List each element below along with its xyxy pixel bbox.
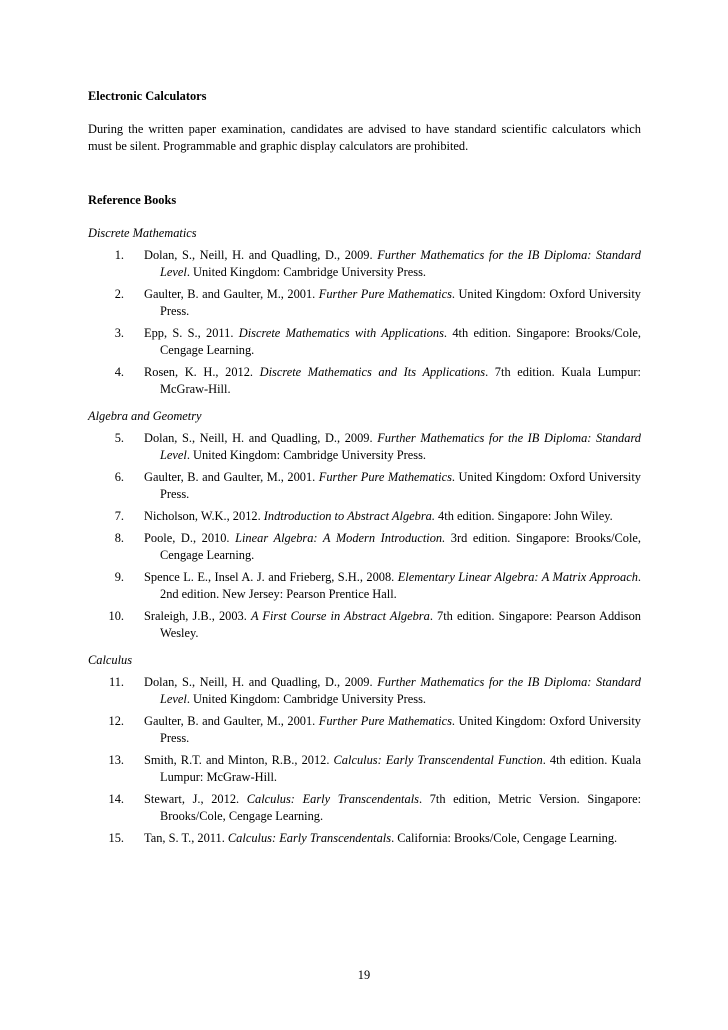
citation-title: A First Course in Abstract Algebra [250,609,430,623]
citation-authors: Sraleigh, J.B., 2003. [144,609,251,623]
reference-citation [144,530,641,564]
section-title: Calculus [88,653,133,667]
reference-number: 1. [114,248,124,262]
citation-title: Further Pure Mathematics [318,470,452,484]
page-content [88,88,641,852]
reference-number: 14. [108,792,124,806]
citation-publisher: . 2nd edition. New Jersey: Pearson Prentice Hall. [160,570,641,601]
reference-citation [144,713,641,747]
reference-number: 15. [108,831,124,845]
reference-number: 10. [108,609,124,623]
citation-authors: Dolan, S., Neill, H. and Quadling, D., 2009. [144,675,378,689]
citation-publisher: . 4th edition. Singapore: Brooks/Cole, Cengage Learning. [160,326,641,357]
reference-citation [144,569,641,603]
citation-publisher: . United Kingdom: Oxford University Press. [160,470,641,501]
citation-publisher: . 7th edition, Metric Version. Singapore: Brooks/Cole, Cengage Learning. [160,792,642,823]
reference-item [88,508,641,525]
citation-title: Discrete Mathematics with Applications [238,326,444,340]
page-number: 19 [357,968,371,982]
citation-authors: Gaulter, B. and Gaulter, M., 2001. [144,287,319,301]
citation-title: Further Mathematics for the IB Diploma: Standard Level [160,248,641,279]
citation-authors: Dolan, S., Neill, H. and Quadling, D., 2009. [144,248,378,262]
reference-citation [144,608,641,642]
reference-citation [144,752,641,786]
citation-title: Further Mathematics for the IB Diploma: Standard Level [160,431,641,462]
reference-number: 3. [114,326,124,340]
calculators-paragraph: During the written paper examination, candidates are advised to have standard scientific calculators which must be silent. Programmable and graphic display calculators are prohibited. [88,122,641,153]
citation-publisher: . United Kingdom: Cambridge University Press. [186,265,427,279]
reference-number: 6. [114,470,124,484]
citation-title: Further Pure Mathematics [318,714,452,728]
reference-section [88,225,641,398]
reference-list [88,430,641,642]
reference-citation [144,364,641,398]
reference-number: 7. [114,509,124,523]
reference-item [88,325,641,359]
citation-title: Calculus: Early Transcendental Function [333,753,543,767]
reference-number: 5. [114,431,124,445]
reference-citation [144,286,641,320]
reference-books-heading: Reference Books [88,193,177,207]
citation-authors: Dolan, S., Neill, H. and Quadling, D., 2009. [144,431,378,445]
citation-title: Indtroduction to Abstract Algebra. [263,509,435,523]
reference-number: 12. [108,714,124,728]
citation-title: Linear Algebra: A Modern Introduction. [235,531,446,545]
reference-item [88,752,641,786]
citation-publisher: . 7th edition. Kuala Lumpur: McGraw-Hill. [160,365,641,396]
reference-number: 9. [114,570,124,584]
citation-publisher: . United Kingdom: Oxford University Press. [160,714,641,745]
citation-title: Calculus: Early Transcendentals [246,792,419,806]
section-title: Algebra and Geometry [88,409,202,423]
citation-title: Calculus: Early Transcendentals [227,831,392,845]
reference-item [88,674,641,708]
reference-number: 13. [108,753,124,767]
citation-title: Further Mathematics for the IB Diploma: Standard Level [160,675,641,706]
citation-publisher: 4th edition. Singapore: John Wiley. [434,509,613,523]
reference-item [88,713,641,747]
section-title: Discrete Mathematics [88,226,197,240]
citation-authors: Epp, S. S., 2011. [144,326,239,340]
reference-sections [88,225,641,847]
citation-authors: Nicholson, W.K., 2012. [144,509,264,523]
citation-title: Elementary Linear Algebra: A Matrix Approach [397,570,638,584]
reference-citation [144,247,641,281]
citation-publisher: . California: Brooks/Cole, Cengage Learning. [391,831,618,845]
reference-section [88,647,641,847]
citation-authors: Tan, S. T., 2011. [144,831,228,845]
citation-title: Further Pure Mathematics [318,287,452,301]
reference-citation [144,430,641,464]
calculators-heading: Electronic Calculators [88,89,207,103]
reference-item [88,430,641,464]
reference-item [88,286,641,320]
reference-citation [144,791,641,825]
citation-authors: Poole, D., 2010. [144,531,236,545]
citation-authors: Smith, R.T. and Minton, R.B., 2012. [144,753,334,767]
reference-item [88,791,641,825]
citation-publisher: . 7th edition. Singapore: Pearson Addison Wesley. [160,609,642,640]
reference-citation [144,469,641,503]
reference-citation [144,830,641,847]
reference-item [88,364,641,398]
citation-publisher: . United Kingdom: Oxford University Press. [160,287,641,318]
citation-publisher: 3rd edition. Singapore: Brooks/Cole, Cengage Learning. [160,531,641,562]
reference-number: 2. [114,287,124,301]
citation-authors: Rosen, K. H., 2012. [144,365,260,379]
reference-item [88,247,641,281]
citation-authors: Stewart, J., 2012. [144,792,247,806]
reference-item [88,530,641,564]
citation-publisher: . United Kingdom: Cambridge University Press. [186,692,427,706]
reference-item [88,469,641,503]
reference-section [88,403,641,642]
reference-list [88,247,641,398]
reference-citation [144,674,641,708]
citation-title: Discrete Mathematics and Its Applications [259,365,486,379]
citation-authors: Gaulter, B. and Gaulter, M., 2001. [144,714,319,728]
reference-item [88,830,641,847]
citation-publisher: . United Kingdom: Cambridge University Press. [186,448,427,462]
reference-item [88,608,641,642]
reference-item [88,569,641,603]
citation-publisher: . 4th edition. Kuala Lumpur: McGraw-Hill. [160,753,641,784]
reference-number: 11. [108,675,124,689]
reference-number: 8. [114,531,124,545]
reference-list [88,674,641,847]
reference-citation [144,508,641,525]
citation-authors: Gaulter, B. and Gaulter, M., 2001. [144,470,319,484]
reference-citation [144,325,641,359]
citation-authors: Spence L. E., Insel A. J. and Frieberg, S.H., 2008. [144,570,398,584]
reference-number: 4. [114,365,124,379]
